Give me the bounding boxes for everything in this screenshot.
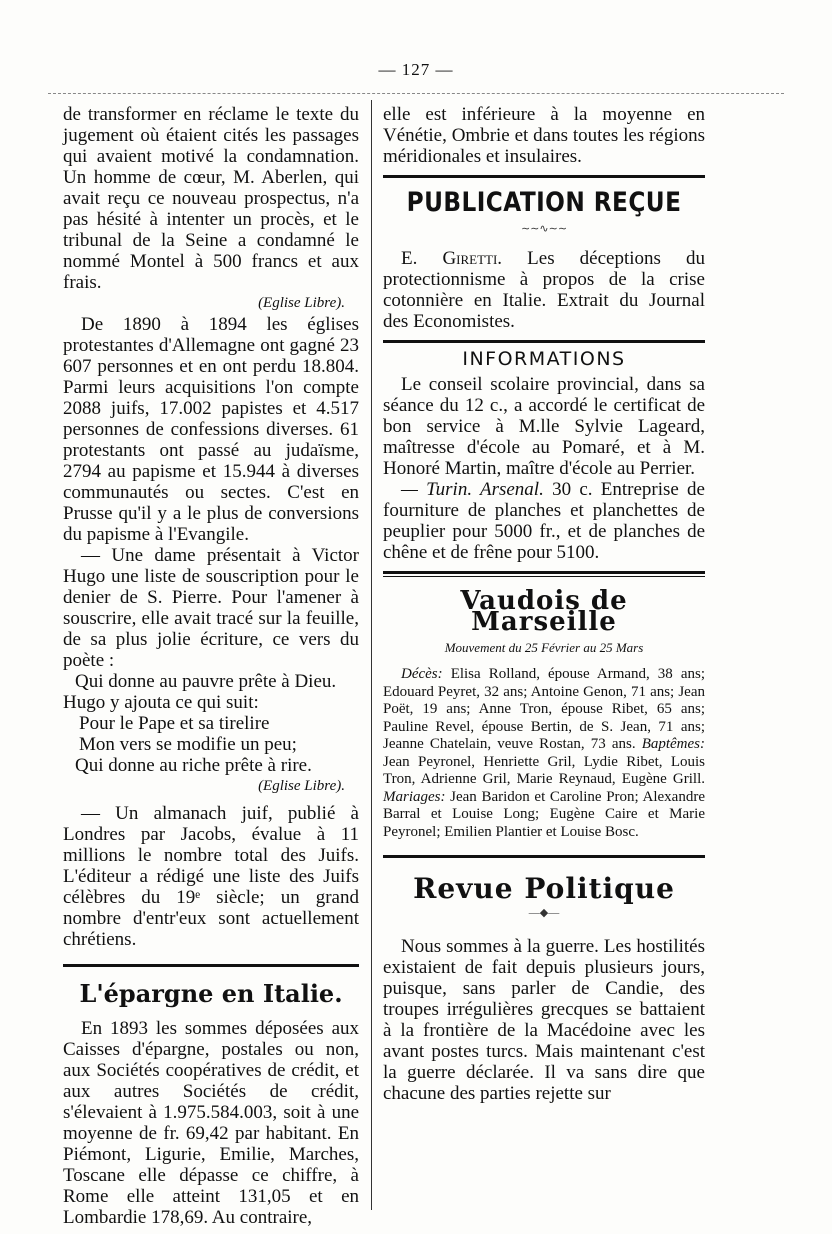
paragraph-etat-civil xyxy=(383,666,705,841)
ornament-divider: —◆— xyxy=(528,907,560,919)
section-rule xyxy=(383,340,705,343)
paragraph-info-1: Le conseil scolaire provincial, dans sa séance du 12 c., a accordé le certificat de bon service à M.lle Sylvie Lageard, maîtresse d'école au Pomaré, et à M. Honoré Martin, maître d'école au Perrier. xyxy=(383,374,705,479)
paragraph-epargne: En 1893 les sommes déposées aux Caisses d'épargne, postales ou non, aux Sociétés coopératives de crédit, et aux autres Sociétés de crédit, s'élevaient à 1.975.584.003, soit à une moyenne de fr. 69,42 par habitant. En Piémont, Ligurie, Emilie, Marches, Toscane elle dépasse ce chiffre, à Rome elle atteint 131,05 et en Lombardie 178,69. Au contraire, xyxy=(63,1018,359,1228)
paragraph-revue: Nous sommes à la guerre. Les hostilités existaient de fait depuis plusieurs jours, puisque, sans parler de Candie, des troupes irrégulières grecques se battaient à la frontière de la Macédoine avec les avant postes turcs. Mais maintenant c'est la guerre déclarée. Il va sans dire que chacune des parties rejette sur xyxy=(383,936,705,1104)
ornament-divider: ∼∼∿∼∼ xyxy=(520,223,568,235)
paragraph-montel: de transformer en réclame le texte du jugement où étaient cités les passages qui avaient motivé la condamnation. Un homme de cœur, M. Aberlen, qui avait reçu ce nouveau prospectus, n'a pas hésité à intenter un procès, et le tribunal de la Seine a condamné le nommé Montel à 500 francs et aux frais. xyxy=(63,104,359,293)
baptemes-label: Baptêmes: xyxy=(641,736,705,752)
verse-block-2 xyxy=(63,713,359,776)
vaudois-title: Vaudois de Marseille xyxy=(460,586,628,637)
verse-line: Mon vers se modifie un peu; xyxy=(79,734,297,755)
mariages-text: Jean Baridon et Caroline Pron; Alexandre Barral et Louise Long; Eugène Caire et Marie Peyronel; Emilien Plantier et Louise Bosc. xyxy=(383,788,705,840)
paragraph-almanach: — Un almanach juif, publié à Londres par Jacobs, évalue à 11 millions le nombre total des Juifs. L'éditeur a rédigé une liste des Juifs célèbres du 19ᵉ siècle; un grand nombre d'entr'eux sont actuellement chrétiens. xyxy=(63,803,359,950)
paragraph-hugo-reply: Hugo y ajouta ce qui suit: xyxy=(63,692,259,713)
paragraph-info-2 xyxy=(383,479,705,563)
verse-block-1 xyxy=(63,671,359,692)
verse-line: Qui donne au riche prête à rire. xyxy=(75,755,312,776)
left-column xyxy=(63,104,359,1228)
section-rule xyxy=(63,964,359,967)
epargne-title: L'épargne en Italie. xyxy=(79,979,343,1008)
paragraph-allemagne: De 1890 à 1894 les églises protestantes d'Allemagne ont gagné 23 607 personnes et en ont perdu 18.804. Parmi leurs acquisitions l'on compte 2088 juifs, 17.002 papistes et 4.517 personnes de confessions diverses. 61 protestants ont passé au judaïsme, 2794 au papisme et 15.944 à diverses communautés ou sectes. C'est en Prusse qu'il y a le plus de conversions du papisme à l'Evangile. xyxy=(63,314,359,545)
paragraph-publication xyxy=(383,248,705,332)
right-column xyxy=(383,104,705,1104)
paragraph-continuation: elle est inférieure à la moyenne en Vénétie, Ombrie et dans toutes les régions méridionales et insulaires. xyxy=(383,104,705,167)
vaudois-subtitle: Mouvement du 25 Février au 25 Mars xyxy=(444,640,644,655)
section-rule xyxy=(383,571,705,577)
publication-text: Les déceptions du protectionnisme à propos de la crise cotonnière en Italie. Extrait du Journal des Economistes. xyxy=(383,248,706,332)
paragraph-hugo: — Une dame présentait à Victor Hugo une liste de souscription pour le denier de S. Pierre. Pour l'amener à souscrire, elle avait tracé sur la feuille, de sa plus jolie écriture, ce vers du poète : xyxy=(63,545,359,671)
verse-line: Qui donne au pauvre prête à Dieu. xyxy=(75,671,337,692)
page-number: — 127 — xyxy=(378,60,454,79)
deces-text: Elisa Rolland, épouse Armand, 38 ans; Edouard Peyret, 32 ans; Antoine Genon, 71 ans; Jean Poët, 19 ans; Anne Tron, épouse Ribet, 65 ans; Pauline Revel, épouse Bertin, de S. Jean, 71 ans; Jeanne Chatelain, veuve Rostan, 73 ans. xyxy=(383,666,706,752)
publication-author: E. Giretti. xyxy=(401,248,503,269)
deces-label: Décès: xyxy=(401,666,443,682)
source-note: (Eglise Libre). xyxy=(258,295,345,311)
source-note: (Eglise Libre). xyxy=(258,778,345,794)
column-divider xyxy=(371,100,372,1210)
verse-line: Pour le Pape et sa tirelire xyxy=(79,713,270,734)
baptemes-text: Jean Peyronel, Henriette Gril, Lydie Ribet, Louis Tron, Adrienne Gril, Marie Reynaud, Eugène Grill. xyxy=(383,753,705,787)
info-2-lead: — Turin. Arsenal. xyxy=(401,479,544,500)
section-rule xyxy=(383,855,705,858)
info-2-text: 30 c. Entreprise de fourniture de planches et planchettes de peuplier pour 5000 fr., et de planches de chêne et de frêne pour 5100. xyxy=(383,479,705,563)
section-rule xyxy=(383,175,705,178)
publication-title: PUBLICATION REÇUE xyxy=(406,187,682,218)
mariages-label: Mariages: xyxy=(383,788,446,805)
informations-title: INFORMATIONS xyxy=(462,348,626,370)
header-rule xyxy=(48,93,784,94)
revue-title: Revue Politique xyxy=(413,872,675,905)
